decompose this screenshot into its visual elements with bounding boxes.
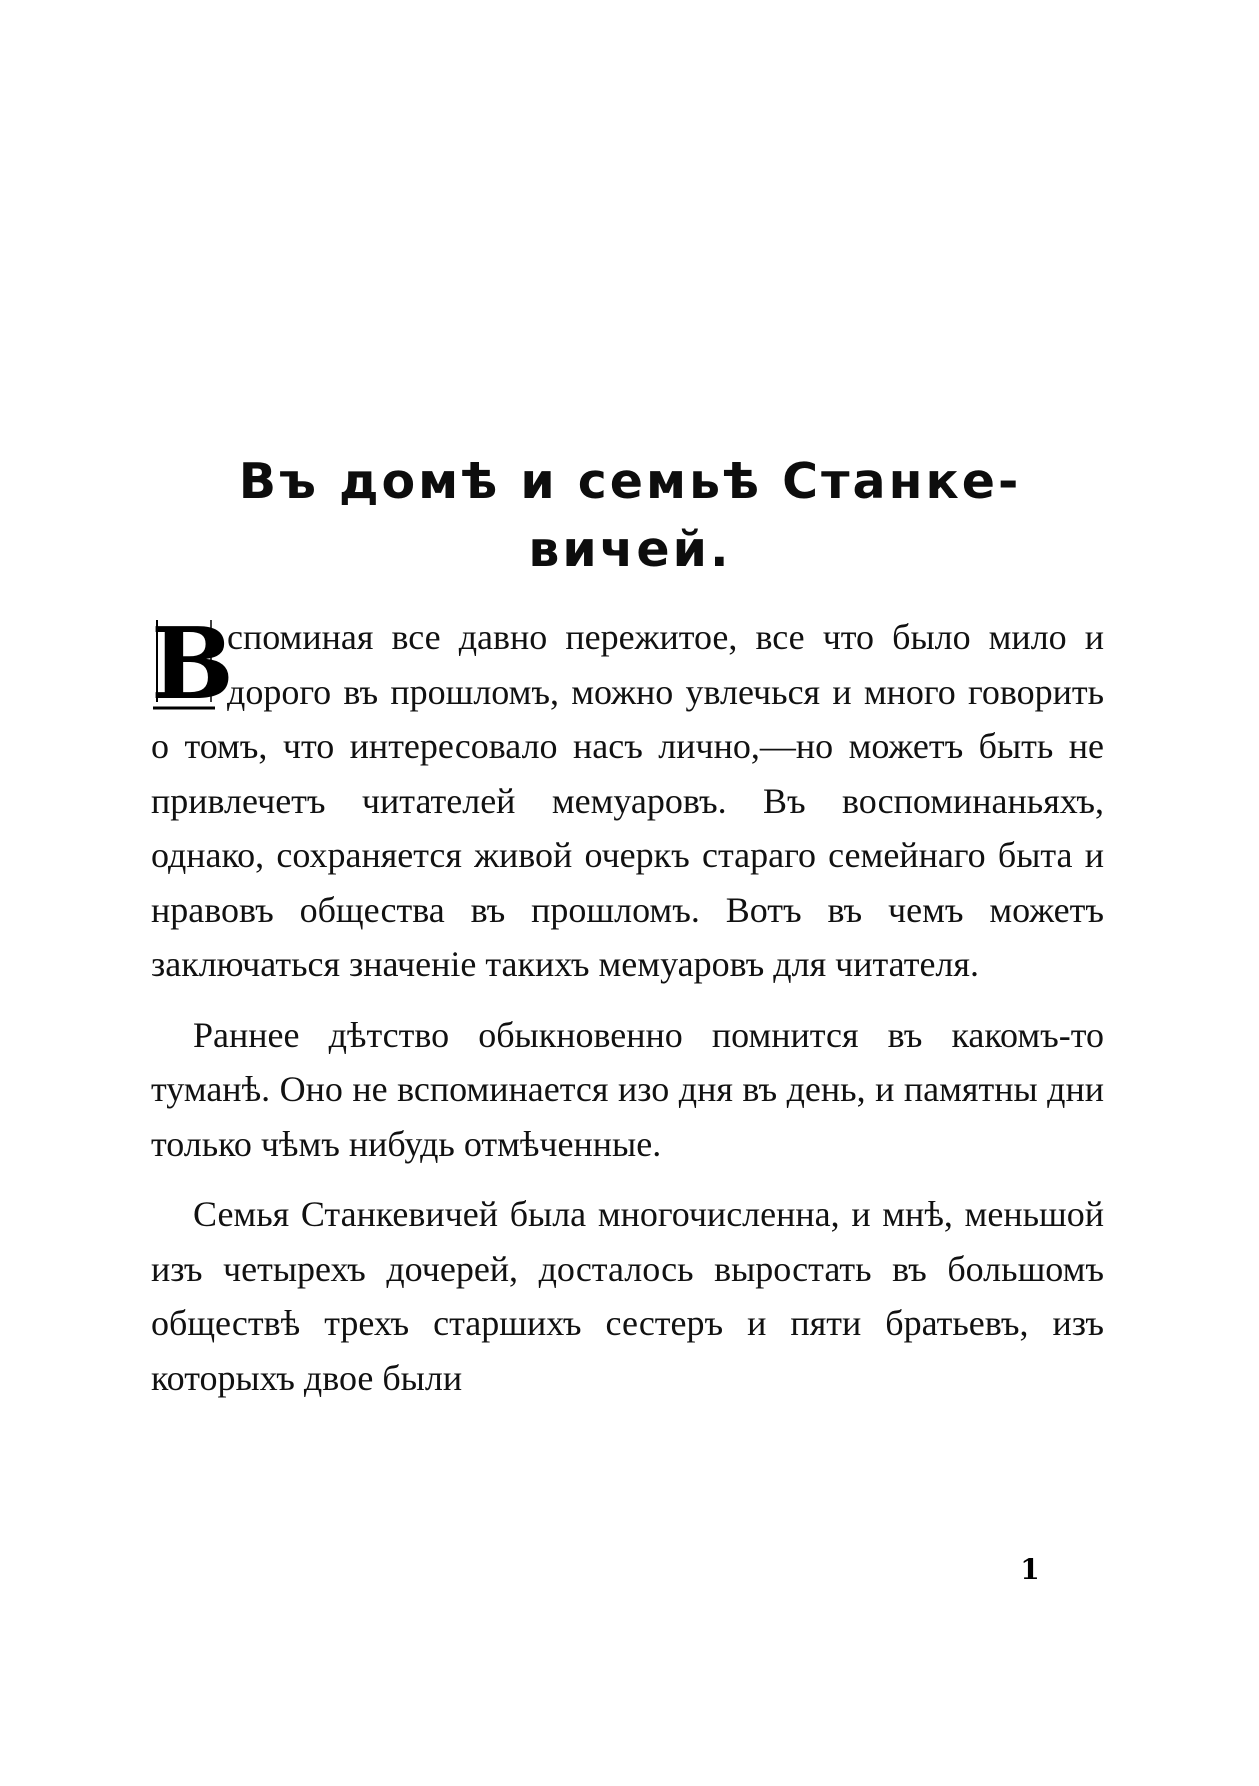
paragraph-3: Семья Станкевичей была многочисленна, и мнѣ, меньшой изъ четырехъ дочерей, досталось выростать въ большомъ обществѣ трехъ старшихъ сестеръ и пяти братьевъ, изъ которыхъ двое были	[151, 1194, 1104, 1398]
drop-cap	[151, 607, 234, 722]
chapter-title	[130, 448, 1130, 584]
body-text	[151, 607, 1104, 1405]
drop-cap-letter: В	[151, 607, 234, 722]
chapter-title-line-2: вичей.	[528, 521, 732, 578]
chapter-title-line-1: Въ домѣ и семьѣ Станке-	[238, 453, 1022, 510]
page-number: 1	[1020, 1553, 1040, 1586]
paragraph-1-text: споминая все давно пережитое, все что было мило и дорого въ прошломъ, можно увлечься и много говорить о томъ, что интересовало насъ лично,—но можетъ быть не привлечетъ читателей мемуаровъ. Въ воспоминаньяхъ, однако, сохраняется живой очеркъ стараго семейнаго быта и нравовъ общества въ прошломъ. Вотъ въ чемъ можетъ заключаться значенiе такихъ мемуаровъ для читателя.	[151, 617, 1104, 984]
paragraph-2: Раннее дѣтство обыкновенно помнится въ какомъ-то туманѣ. Оно не вспоминается изо дня въ день, и памятны дни только чѣмъ нибудь отмѣченные.	[151, 1014, 1104, 1164]
paragraph-1	[151, 607, 1104, 992]
